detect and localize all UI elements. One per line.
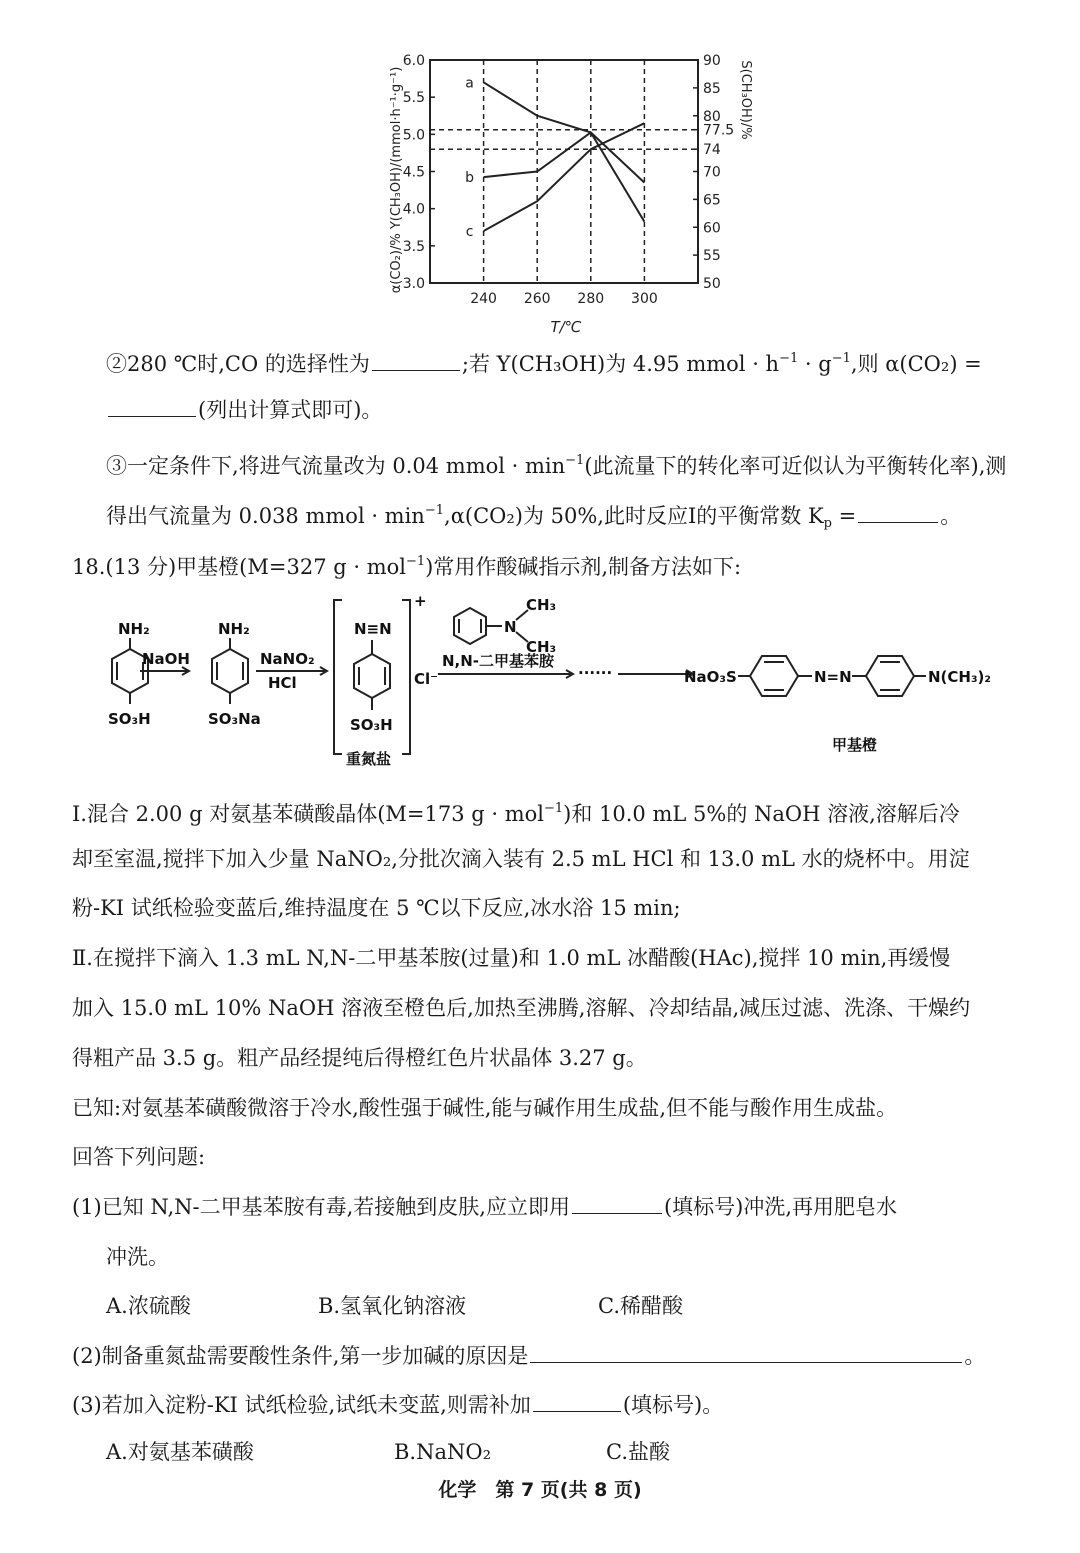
- sup: −1: [565, 453, 585, 468]
- right-tick-label: 74: [703, 142, 721, 159]
- sup: −1: [544, 801, 564, 816]
- reaction-scheme: [70, 592, 1030, 777]
- q17-p2-text-d: ,则 α(CO₂) =: [850, 352, 982, 376]
- q18-step1-line3: 粉-KI 试纸检验变蓝后,维持温度在 5 ℃以下反应,冰水浴 15 min;: [72, 896, 681, 920]
- q18-q3-b: (填标号)。: [622, 1393, 724, 1417]
- q18-s1-b: )和 10.0 mL 5%的 NaOH 溶液,溶解后冷: [563, 802, 960, 826]
- left-tick-label: 3.5: [402, 238, 425, 255]
- x-tick-label: 280: [577, 291, 605, 307]
- series-label-b: b: [465, 170, 475, 187]
- right-tick-label: 90: [703, 53, 721, 69]
- chart-ylabel-left: α(CO₂)/% Y(CH₃OH)/(mmol·h⁻¹·g⁻¹): [389, 66, 404, 294]
- sup: −1: [405, 554, 426, 569]
- q18-step1-line2: 却至室温,搅拌下加入少量 NaNO₂,分批次滴入装有 2.5 mL HCl 和 13.0 mL 水的烧杯中。用淀: [72, 847, 970, 871]
- q18-s1-a: Ⅰ.混合 2.00 g 对氨基苯磺酸晶体(M=173 g · mol: [72, 802, 544, 826]
- q18-known: 已知:对氨基苯磺酸微溶于冷水,酸性强于碱性,能与碱作用生成盐,但不能与酸作用生成盐。: [72, 1096, 898, 1120]
- q18-heading-b: )常用作酸碱指示剂,制备方法如下:: [425, 555, 742, 579]
- right-tick-label: 77.5: [703, 122, 735, 139]
- sup: −1: [831, 351, 851, 366]
- q18-step1-line1: [72, 794, 960, 829]
- series-line-c: [484, 123, 645, 231]
- answer-blank-co-selectivity[interactable]: [372, 350, 460, 371]
- q17-p3-text-e: =: [831, 504, 857, 528]
- q18-answer-prompt: 回答下列问题:: [72, 1145, 206, 1169]
- series-label-a: a: [465, 75, 474, 92]
- label-nme2: N(CH₃)₂: [928, 668, 991, 686]
- series-label-c: c: [465, 223, 474, 240]
- page-footer: 化学 第 7 页(共 8 页): [438, 1479, 642, 1501]
- option-c[interactable]: C.稀醋酸: [598, 1294, 683, 1318]
- option-b[interactable]: B.氢氧化钠溶液: [318, 1294, 467, 1318]
- bracket-right: [402, 600, 410, 754]
- label-naoh: NaOH: [142, 650, 190, 668]
- q17-p2-text-b: ;若 Y(CH₃OH)为 4.95 mmol · h: [461, 352, 780, 376]
- answer-blank-q3[interactable]: [533, 1391, 621, 1412]
- label-hcl: HCl: [268, 674, 297, 692]
- answer-blank-q1[interactable]: [572, 1193, 662, 1214]
- q17-p3-text-a: ③一定条件下,将进气流量改为 0.04 mmol · min: [106, 454, 566, 478]
- label-azo: N=N: [814, 668, 852, 686]
- q18-step2-line2: 加入 15.0 mL 10% NaOH 溶液至橙色后,加热至沸腾,溶解、冷却结晶,减压过滤、洗涤、干燥约: [72, 996, 971, 1020]
- label-diazonium-salt: 重氮盐: [346, 750, 392, 768]
- q18-q3: [72, 1390, 723, 1420]
- x-tick-label: 260: [523, 291, 551, 307]
- label-plus: +: [414, 592, 427, 610]
- label-chloride: Cl⁻: [414, 670, 439, 688]
- q18-q2: [72, 1341, 985, 1371]
- sup: −1: [779, 351, 799, 366]
- chart: [380, 40, 760, 340]
- left-tick-label: 3.0: [402, 276, 425, 292]
- left-tick-label: 5.5: [402, 90, 425, 107]
- label-dma-n: N: [504, 618, 517, 636]
- answer-blank-alpha-co2[interactable]: [108, 396, 196, 417]
- left-tick-label: 5.0: [402, 127, 425, 144]
- q18-heading-a: 18.(13 分)甲基橙(M=327 g · mol: [72, 555, 406, 579]
- bracket-left: [334, 600, 342, 754]
- x-tick-label: 300: [631, 291, 658, 307]
- q17-part3-line1: [106, 446, 1006, 481]
- label-so3na: SO₃Na: [208, 710, 261, 728]
- label-ch3-1: CH₃: [526, 596, 557, 614]
- sup: −1: [424, 503, 445, 518]
- option-a[interactable]: A.浓硫酸: [106, 1294, 191, 1318]
- label-nh2-1: NH₂: [118, 620, 150, 638]
- label-ch3-2: CH₃: [526, 638, 557, 656]
- q17-p3-text-b: (此流量下的转化率可近似认为平衡转化率),测: [584, 454, 1007, 478]
- label-nao3s: NaO₃S: [684, 668, 737, 686]
- q18-q1-b: (填标号)冲洗,再用肥皂水: [663, 1195, 898, 1219]
- label-nh2-2: NH₂: [218, 620, 250, 638]
- q18-heading: [72, 547, 741, 582]
- answer-blank-q2[interactable]: [530, 1342, 962, 1363]
- label-diazonium-nn: N≡N: [354, 620, 392, 638]
- left-tick-label: 4.5: [402, 164, 425, 181]
- q17-part2-line2: [106, 395, 382, 425]
- q17-p2-text-a: ②280 ℃时,CO 的选择性为: [106, 352, 370, 376]
- q18-step2-line3: 得粗产品 3.5 g。粗产品经提纯后得橙红色片状晶体 3.27 g。: [72, 1046, 647, 1070]
- right-tick-label: 55: [703, 248, 721, 265]
- q17-p2-text-e: (列出计算式即可)。: [198, 398, 383, 422]
- label-nano2: NaNO₂: [260, 650, 315, 668]
- q18-q2-a: (2)制备重氮盐需要酸性条件,第一步加碱的原因是: [72, 1344, 529, 1368]
- right-tick-label: 60: [703, 220, 721, 237]
- q18-q1-a: (1)已知 N,N-二甲基苯胺有毒,若接触到皮肤,应立即用: [72, 1195, 570, 1219]
- option-a[interactable]: A.对氨基苯磺酸: [106, 1440, 254, 1464]
- label-so3h-1: SO₃H: [108, 710, 151, 728]
- right-tick-label: 70: [703, 164, 721, 181]
- chart-ylabel-right: S(CH₃OH)/%: [738, 60, 753, 140]
- chart-xlabel: T/℃: [550, 318, 582, 336]
- label-ellipsis: ······: [578, 664, 613, 682]
- q17-p3-text-d: ,α(CO₂)为 50%,此时反应Ⅰ的平衡常数 K: [444, 504, 824, 528]
- left-tick-label: 4.0: [402, 201, 425, 218]
- right-tick-label: 50: [703, 276, 721, 292]
- sub: p: [823, 516, 832, 531]
- q17-p3-text-c: 得出气流量为 0.038 mmol · min: [106, 504, 425, 528]
- q17-part3-line2: [106, 496, 961, 539]
- q18-step2-line1: Ⅱ.在搅拌下滴入 1.3 mL N,N-二甲基苯胺(过量)和 1.0 mL 冰醋酸(HAc),搅拌 10 min,再缓慢: [72, 946, 951, 970]
- q18-q3-a: (3)若加入淀粉-KI 试纸检验,试纸未变蓝,则需补加: [72, 1393, 531, 1417]
- q17-part2-line1: [106, 344, 982, 379]
- right-tick-label: 85: [703, 80, 721, 97]
- q17-p2-text-c: · g: [798, 352, 832, 376]
- option-c[interactable]: C.盐酸: [606, 1440, 670, 1464]
- right-tick-label: 65: [703, 192, 721, 209]
- label-dimethylaniline: N,N-二甲基苯胺: [442, 652, 555, 670]
- label-methyl-orange: 甲基橙: [832, 736, 878, 754]
- x-tick-label: 240: [470, 291, 497, 307]
- q17-p3-end: 。: [940, 504, 962, 528]
- q18-q1-line1: [72, 1192, 897, 1222]
- right-tick-label: 80: [703, 108, 721, 125]
- option-b[interactable]: B.NaNO₂: [394, 1440, 492, 1464]
- left-tick-label: 6.0: [402, 53, 425, 69]
- answer-blank-kp[interactable]: [858, 502, 938, 523]
- q18-q2-end: 。: [964, 1344, 986, 1368]
- label-so3h-3: SO₃H: [350, 716, 393, 734]
- q18-q1-line2: 冲洗。: [106, 1245, 169, 1269]
